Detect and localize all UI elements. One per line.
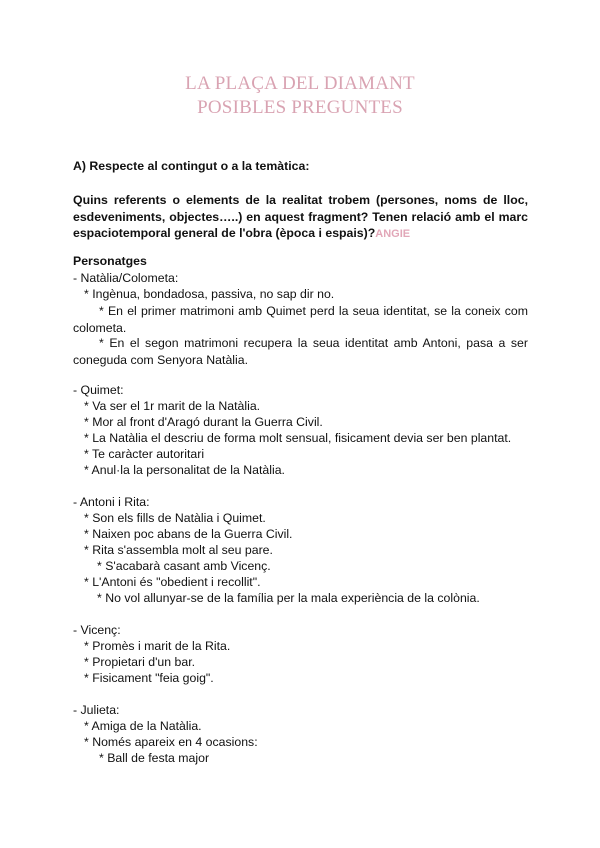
- character-antoni-rita-point: * L'Antoni és "obedient i recollit".: [84, 575, 261, 589]
- document-title-line-1: LA PLAÇA DEL DIAMANT: [185, 73, 415, 94]
- character-antoni-rita-name: - Antoni i Rita:: [73, 495, 150, 509]
- character-quimet-point: * Anul·la la personalitat de la Natàlia.: [84, 463, 285, 477]
- character-vicenc-point: * Propietari d'un bar.: [84, 655, 196, 669]
- character-antoni-rita-point: * Son els fills de Natàlia i Quimet.: [84, 511, 266, 525]
- character-quimet-point: * Te caràcter autoritari: [84, 447, 205, 461]
- author-tag: ANGIE: [375, 228, 411, 240]
- section-a-question-text: Quins referents o elements de la realitat trobem (persones, noms de lloc, esdeveniments, objectes…..) en aquest fragment? Tenen relació amb el marc espaciotemporal general de l'obra (època i espais)?: [73, 193, 528, 240]
- characters-heading: Personatges: [73, 254, 147, 268]
- character-natalia-point: * En el segon matrimoni recupera la seua identitat amb Antoni, pasa a ser coneguda com Senyora Natàlia.: [73, 336, 528, 367]
- character-vicenc-name: - Vicenç:: [73, 623, 121, 637]
- character-natalia-point: * En el primer matrimoni amb Quimet perd la seua identitat, se la coneix com colometa.: [73, 304, 528, 335]
- character-julieta-subpoint: * Ball de festa major: [99, 751, 210, 765]
- character-julieta-point: * Només apareix en 4 ocasions:: [84, 735, 258, 749]
- character-quimet-point: * Mor al front d'Aragó durant la Guerra Civil.: [84, 415, 323, 429]
- character-natalia-point: * Ingènua, bondadosa, passiva, no sap dir no.: [84, 287, 335, 301]
- character-antoni-rita-point: * Naixen poc abans de la Guerra Civil.: [84, 527, 293, 541]
- character-julieta-point: * Amiga de la Natàlia.: [84, 719, 202, 733]
- character-natalia-name: - Natàlia/Colometa:: [73, 271, 179, 285]
- character-antoni-rita-point: * Rita s'assembla molt al seu pare.: [84, 543, 273, 557]
- character-antoni-rita-subpoint: * No vol allunyar-se de la família per la mala experiència de la colònia.: [97, 591, 480, 605]
- character-quimet-name: - Quimet:: [73, 383, 124, 397]
- character-quimet-point: * Va ser el 1r marit de la Natàlia.: [84, 399, 261, 413]
- character-julieta-name: - Julieta:: [73, 703, 120, 717]
- character-quimet-point: * La Natàlia el descriu de forma molt sensual, fisicament devia ser ben plantat.: [84, 431, 512, 445]
- character-vicenc-point: * Fisicament "feia goig".: [84, 671, 214, 685]
- character-antoni-rita-subpoint: * S'acabarà casant amb Vicenç.: [97, 559, 271, 573]
- section-a-question: [73, 192, 528, 243]
- document-title-line-2: POSIBLES PREGUNTES: [197, 97, 403, 118]
- character-vicenc-point: * Promès i marit de la Rita.: [84, 639, 231, 653]
- section-a-heading: A) Respecte al contingut o a la temàtica:: [73, 159, 310, 173]
